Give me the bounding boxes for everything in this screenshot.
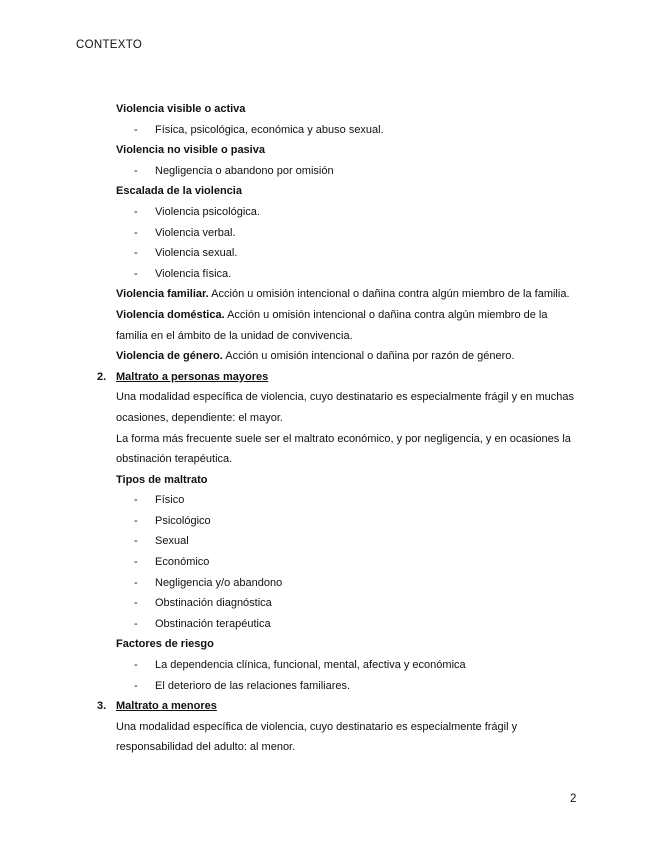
page-number: 2	[570, 793, 577, 805]
page-header-title: CONTEXTO	[76, 39, 143, 51]
section-heading-child-abuse: 3. Maltrato a menores	[97, 700, 217, 713]
list-item: - Psicológico	[134, 514, 211, 527]
list-item: - Violencia sexual.	[134, 247, 238, 260]
non-visible-violence-heading: Violencia no visible o pasiva	[116, 144, 265, 157]
paragraph-line: Una modalidad específica de violencia, cuyo destinatario es especialmente frágil y en muchas	[116, 391, 574, 404]
list-item: - Sexual	[134, 535, 189, 548]
paragraph-line: Una modalidad específica de violencia, cuyo destinatario es especialmente frágil y	[116, 720, 518, 733]
list-item: - Obstinación diagnóstica	[134, 597, 272, 610]
section-heading-elder-abuse: 2. Maltrato a personas mayores	[97, 370, 269, 383]
paragraph-line: obstinación terapéutica.	[116, 453, 233, 466]
domestic-violence-definition: Violencia doméstica. Acción u omisión intencional o dañina contra algún miembro de la	[116, 308, 548, 321]
escalation-heading: Escalada de la violencia	[116, 185, 242, 198]
list-item: - Económico	[134, 556, 210, 569]
list-item: - Negligencia o abandono por omisión	[134, 164, 334, 177]
paragraph-line: responsabilidad del adulto: al menor.	[116, 741, 296, 754]
list-item: - Violencia verbal.	[134, 226, 236, 239]
list-item: - La dependencia clínica, funcional, mental, afectiva y económica	[134, 659, 466, 672]
list-item: - Físico	[134, 494, 185, 507]
list-item: - Violencia psicológica.	[134, 205, 260, 218]
abuse-types-heading: Tipos de maltrato	[116, 473, 208, 486]
document-body	[97, 99, 586, 758]
list-item: - Obstinación terapéutica	[134, 617, 271, 630]
list-item: - Física, psicológica, económica y abuso sexual.	[134, 123, 384, 136]
list-item: - Negligencia y/o abandono	[134, 576, 283, 589]
list-item: - El deterioro de las relaciones familiares.	[134, 679, 351, 692]
paragraph-line: ocasiones, dependiente: el mayor.	[116, 411, 283, 424]
risk-factors-heading: Factores de riesgo	[116, 638, 214, 651]
paragraph-line: La forma más frecuente suele ser el maltrato económico, y por negligencia, y en ocasiones la	[116, 432, 571, 445]
family-violence-definition: Violencia familiar. Acción u omisión intencional o dañina contra algún miembro de la familia.	[116, 288, 570, 301]
visible-violence-heading: Violencia visible o activa	[116, 103, 246, 115]
list-item: - Violencia física.	[134, 267, 232, 280]
domestic-violence-definition-cont: familia en el ámbito de la unidad de convivencia.	[116, 329, 353, 342]
gender-violence-definition: Violencia de género. Acción u omisión intencional o dañina por razón de género.	[116, 350, 515, 363]
